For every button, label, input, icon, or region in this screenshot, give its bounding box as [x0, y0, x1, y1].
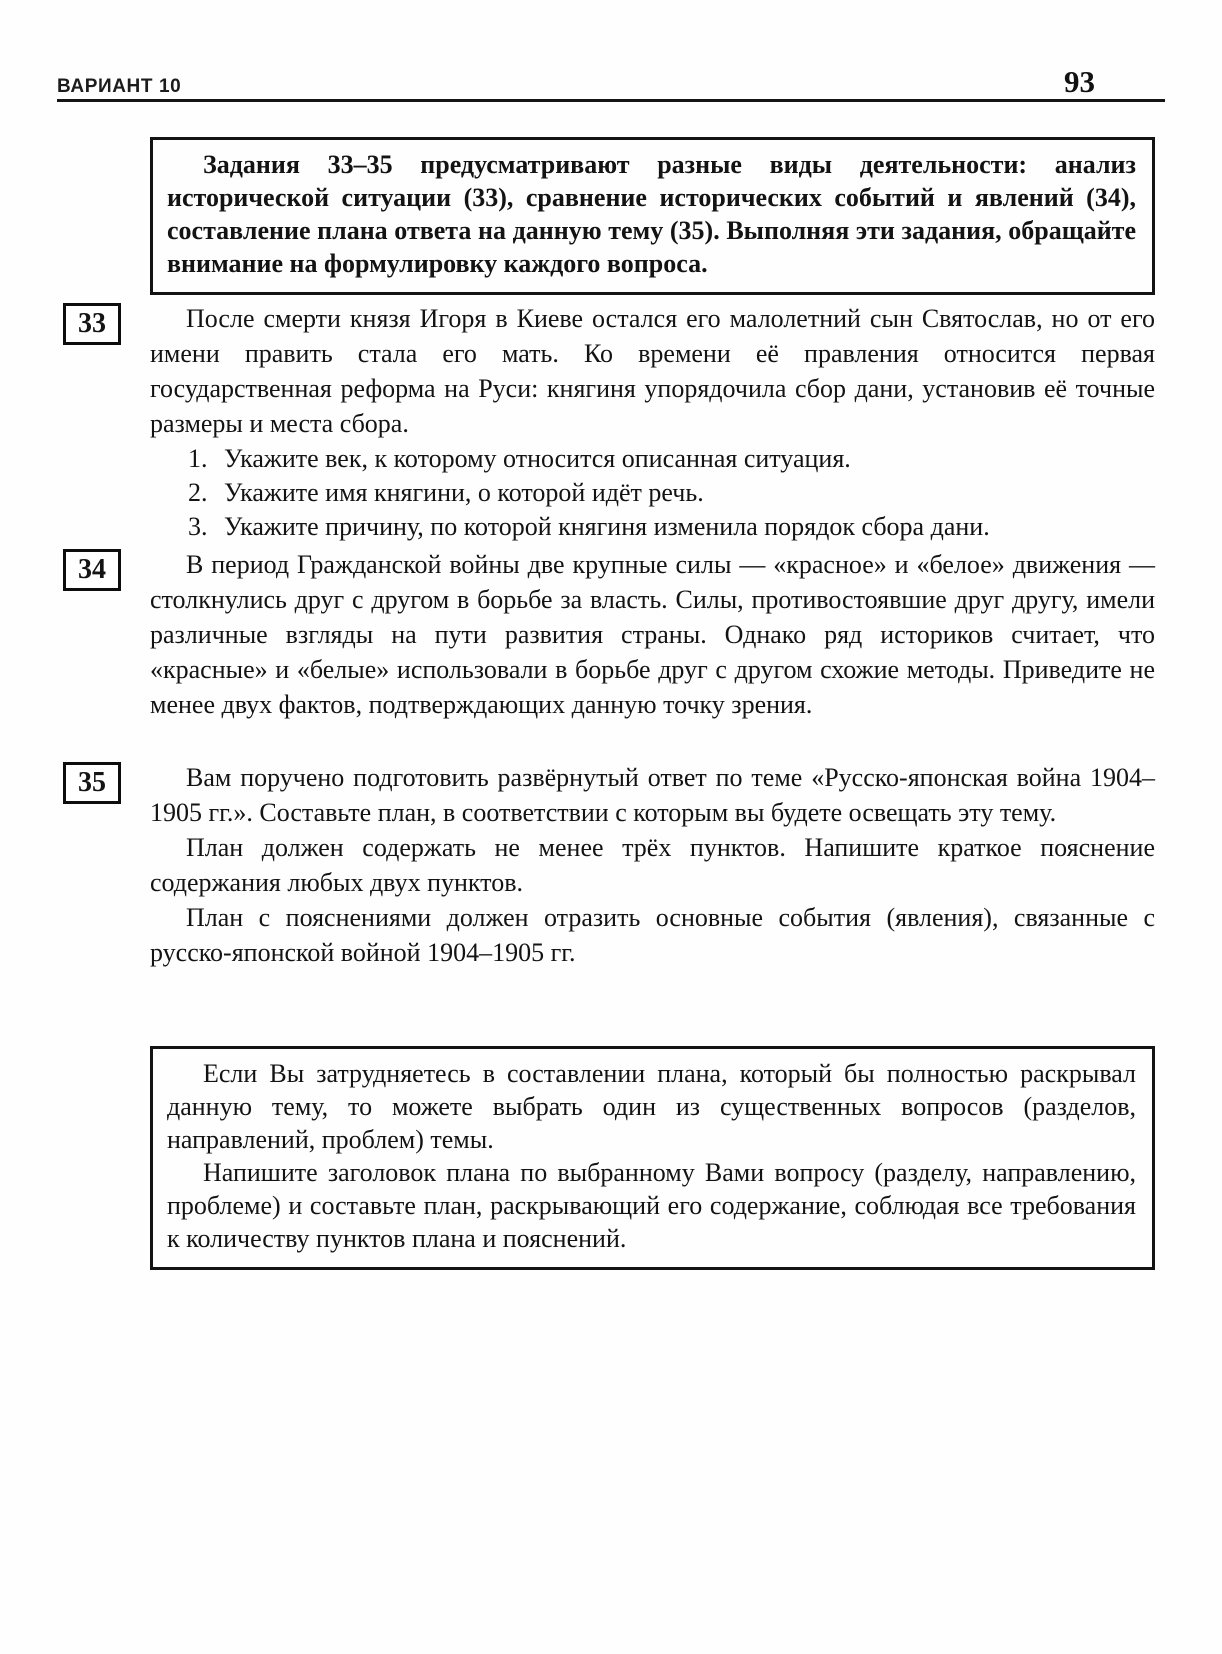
task-34-paragraph: В период Гражданской войны две крупные силы — «красное» и «белое» движения — столкнулись друг с другом в борьбе за власть. Силы, противостоявшие друг другу, имели различные взгляды на пути развития страны. Однако ряд историков считает, что «красные» и «белые» использовали в борьбе друг с другом схожие методы. Приведите не менее двух фактов, подтверждающих данную точку зрения.: [150, 550, 1155, 719]
task-33-item-1: [150, 442, 1155, 476]
task-34-number-box: [63, 549, 121, 591]
task-35-paragraph-3: План с пояснениями должен отразить основные события (явления), связанные с русско-японской войной 1904–1905 гг.: [150, 903, 1155, 967]
task-35-paragraph-2: План должен содержать не менее трёх пунктов. Напишите краткое пояснение содержания любых двух пунктов.: [150, 833, 1155, 897]
variant-label: ВАРИАНТ 10: [57, 76, 182, 97]
hint-paragraph-2: Напишите заголовок плана по выбранному Вами вопросу (разделу, направлению, проблеме) и составьте план, раскрывающий его содержание, соблюдая все требования к количеству пунктов плана и пояснений.: [167, 1158, 1136, 1253]
task-33-item-3-text: Укажите причину, по которой княгиня изменила порядок сбора дани.: [224, 512, 990, 541]
intro-instruction-box: [150, 137, 1155, 295]
page-header: [57, 64, 1165, 100]
task-34: [78, 547, 1155, 722]
task-35-number-box: [63, 762, 121, 804]
task-33-number-box: [63, 303, 121, 345]
task-35-paragraph-1: Вам поручено подготовить развёрнутый ответ по теме «Русско-японская война 1904–1905 гг.». Составьте план, в соответствии с которым вы будете освещать эту тему.: [150, 763, 1155, 827]
task-33-item-1-text: Укажите век, к которому относится описанная ситуация.: [224, 444, 851, 473]
task-33-number: 33: [78, 308, 106, 339]
header-rule: [57, 99, 1165, 102]
task-33-item-2: [150, 476, 1155, 510]
task-33-item-1-marker: 1.: [188, 444, 208, 473]
page-number: 93: [1064, 64, 1095, 99]
task-34-number: 34: [78, 554, 106, 585]
task-33-item-3: [150, 510, 1155, 544]
intro-instruction-text: Задания 33–35 предусматривают разные виды деятельности: анализ исторической ситуации (33), сравнение исторических событий и явлений (34), составление плана ответа на данную тему (35). Выполняя эти задания, обращайте внимание на формулировку каждого вопроса.: [167, 150, 1136, 278]
task-35-number: 35: [78, 767, 106, 798]
hint-paragraph-1: Если Вы затрудняетесь в составлении плана, который бы полностью раскрывал данную тему, то можете выбрать один из существенных вопросов (разделов, направлений, проблем) темы.: [167, 1059, 1136, 1154]
task-33-item-2-text: Укажите имя княгини, о которой идёт речь.: [224, 478, 704, 507]
hint-instruction-box: [150, 1046, 1155, 1270]
task-33-items: [150, 442, 1155, 544]
task-33-item-2-marker: 2.: [188, 478, 208, 507]
task-33-paragraph: После смерти князя Игоря в Киеве остался его малолетний сын Святослав, но от его имени править стала его мать. Ко времени её правления относится первая государственная реформа на Руси: княгиня упорядочила сбор дани, установив её точные размеры и места сбора.: [150, 304, 1155, 438]
task-33-item-3-marker: 3.: [188, 512, 208, 541]
task-35: [78, 760, 1155, 970]
task-33: [78, 301, 1155, 544]
